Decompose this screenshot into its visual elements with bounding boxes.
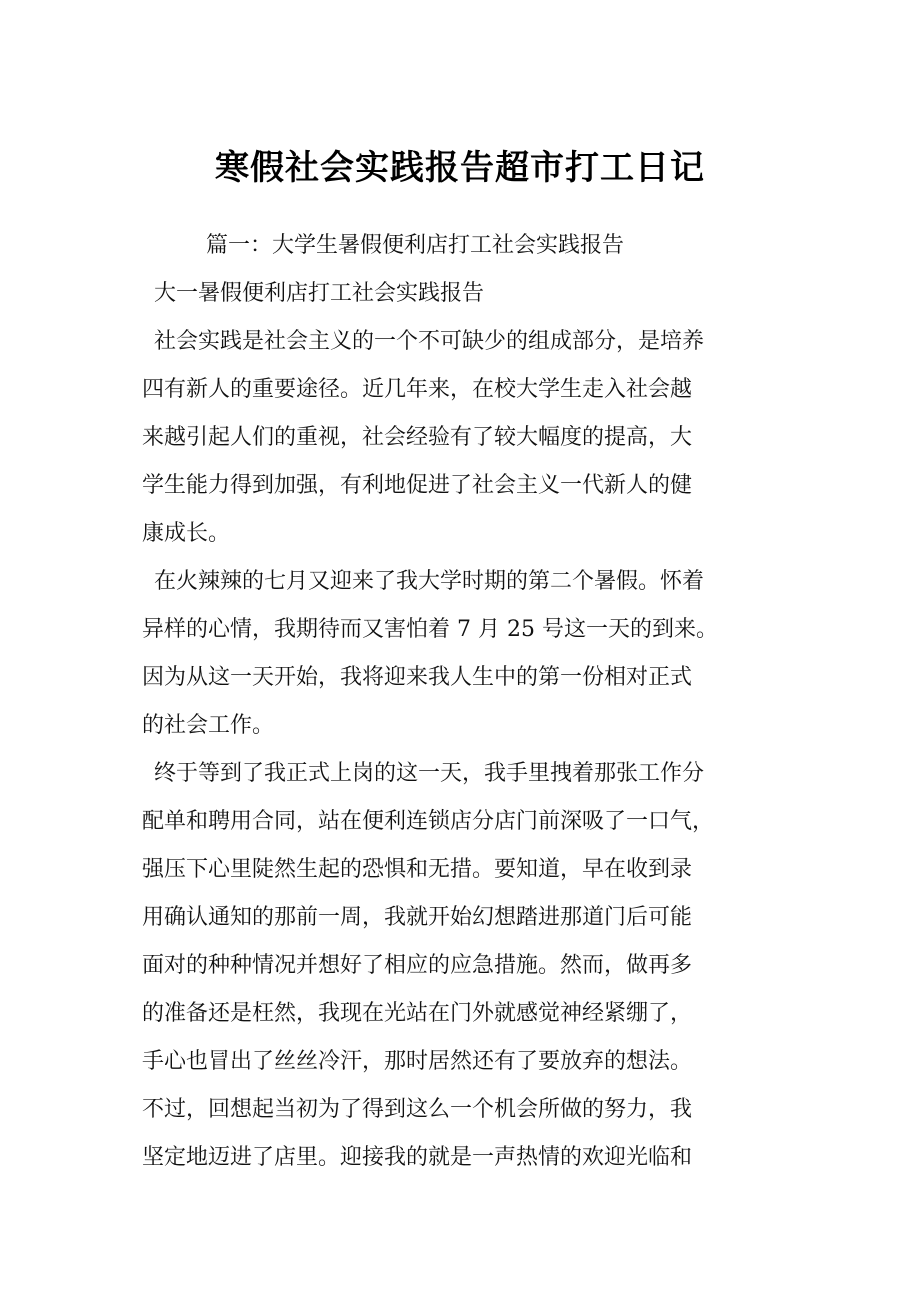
paragraph-line: 不过，回想起当初为了得到这么一个机会所做的努力，我 [142,1097,693,1122]
paragraph-line: 康成长。 [142,521,231,546]
paragraph-line: 学生能力得到加强，有利地促进了社会主义一代新人的健 [142,473,693,498]
paragraph-line: 四有新人的重要途径。近几年来，在校大学生走入社会越 [142,377,693,402]
paragraph-line: 的准备还是枉然，我现在光站在门外就感觉神经紧绷了， [142,1001,693,1026]
report-subtitle: 大一暑假便利店打工社会实践报告 [154,281,485,306]
paragraph-1 [142,318,782,558]
paragraph-line: 配单和聘用合同，站在便利连锁店分店门前深吸了一口气， [142,809,715,834]
paragraph-line: 在火辣辣的七月又迎来了我大学时期的第二个暑假。怀着 [154,569,705,594]
paragraph-line: 面对的种种情况并想好了相应的应急措施。然而，做再多 [142,953,693,978]
paragraph-line: 来越引起人们的重视，社会经验有了较大幅度的提高，大 [142,425,693,450]
paragraph-line: 的社会工作。 [142,713,275,738]
document-title: 寒假社会实践报告超市打工日记 [215,148,705,188]
paragraph-line: 因为从这一天开始，我将迎来我人生中的第一份相对正式 [142,665,693,690]
paragraph-2 [142,558,782,750]
paragraph-line: 异样的心情，我期待而又害怕着 7 月 25 号这一天的到来。 [142,617,718,642]
paragraph-line: 坚定地迈进了店里。迎接我的就是一声热情的欢迎光临和 [142,1145,693,1170]
chapter-heading: 篇一：大学生暑假便利店打工社会实践报告 [206,233,625,258]
paragraph-line: 终于等到了我正式上岗的这一天，我手里拽着那张工作分 [154,761,705,786]
paragraph-line: 用确认通知的那前一周，我就开始幻想踏进那道门后可能 [142,905,693,930]
paragraph-line: 强压下心里陡然生起的恐惧和无措。要知道，早在收到录 [142,857,693,882]
paragraph-line: 手心也冒出了丝丝冷汗，那时居然还有了要放弃的想法。 [142,1049,693,1074]
paragraph-3 [142,750,782,1182]
paragraph-line: 社会实践是社会主义的一个不可缺少的组成部分，是培养 [154,329,705,354]
